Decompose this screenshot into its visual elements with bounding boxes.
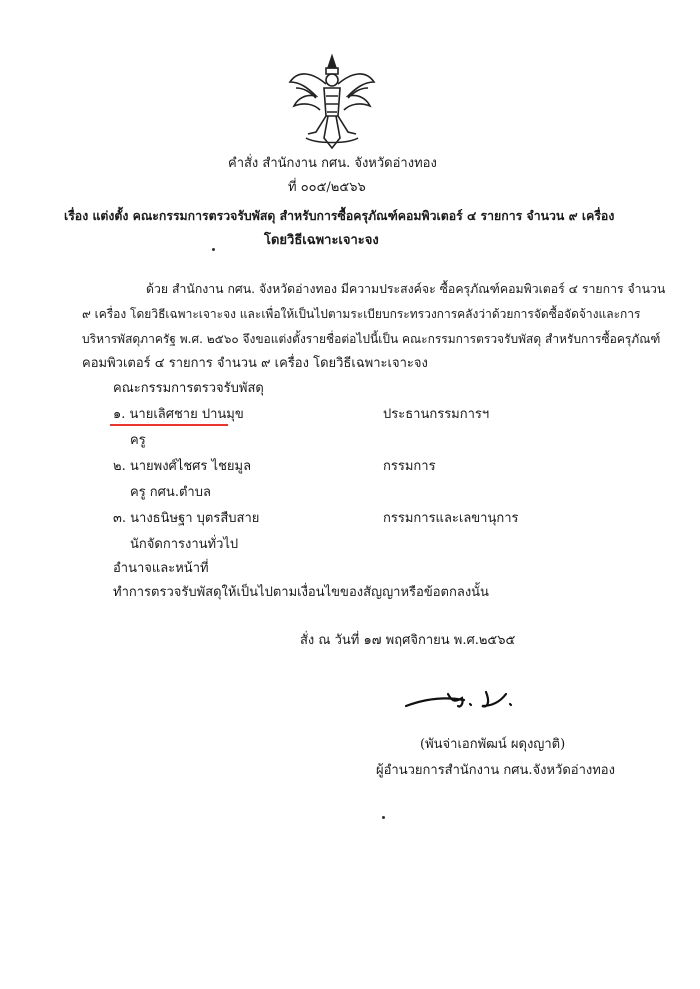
subject-line-2: โดยวิธีเฉพาะเจาะจง	[264, 233, 379, 248]
duties-heading: อำนาจและหน้าที่	[113, 561, 209, 576]
signer-name: (พันจ่าเอกพัฒน์ ผดุงญาติ)	[420, 737, 566, 752]
member-2-role: กรรมการ	[383, 459, 436, 474]
subject-line-1: เรื่อง แต่งตั้ง คณะกรรมการตรวจรับพัสดุ สำหรับการซื้อครุภัณฑ์คอมพิวเตอร์ ๔ รายการ จำนวน ๙ เครื่อง	[64, 208, 615, 223]
paragraph-line-4: คอมพิวเตอร์ ๔ รายการ จำนวน ๙ เครื่อง โดยวิธีเฉพาะเจาะจง	[82, 356, 428, 371]
member-3-position: นักจัดการงานทั่วไป	[130, 537, 239, 552]
ink-speck	[212, 248, 215, 251]
member-3-role: กรรมการและเลขานุการ	[383, 511, 519, 526]
member-3-name: ๓. นางธนิษฐา บุตรสืบสาย	[113, 511, 260, 526]
ink-speck	[382, 816, 385, 819]
member-1-name: ๑. นายเลิศชาย ปานมุข	[113, 407, 244, 422]
paragraph-line-1: ด้วย สำนักงาน กศน. จังหวัดอ่างทอง มีความประสงค์จะ ซื้อครุภัณฑ์คอมพิวเตอร์ ๔ รายการ จำนวน	[146, 282, 666, 296]
member-1-role: ประธานกรรมการฯ	[383, 407, 490, 422]
signer-title: ผู้อำนวยการสำนักงาน กศน.จังหวัดอ่างทอง	[376, 763, 615, 778]
committee-heading: คณะกรรมการตรวจรับพัสดุ	[113, 381, 264, 396]
handwritten-signature-icon	[402, 680, 522, 720]
paragraph-line-2: ๙ เครื่อง โดยวิธีเฉพาะเจาะจง และเพื่อให้เป็นไปตามระเบียบกระทรวงการคลังว่าด้วยการจัดซื้อจัดจ้างและการ	[82, 307, 641, 321]
duties-text: ทำการตรวจรับพัสดุให้เป็นไปตามเงื่อนไขของสัญญาหรือข้อตกลงนั้น	[113, 585, 489, 600]
order-title: คำสั่ง สำนักงาน กศน. จังหวัดอ่างทอง	[228, 156, 437, 171]
garuda-emblem-icon	[286, 52, 378, 152]
paragraph-line-3: บริหารพัสดุภาครัฐ พ.ศ. ๒๕๖๐ จึงขอแต่งตั้งรายชื่อต่อไปนี้เป็น คณะกรรมการตรวจรับพัสดุ สำหรับการซื้อครุภัณฑ์	[82, 332, 661, 346]
order-date: สั่ง ณ วันที่ ๑๗ พฤศจิกายน พ.ศ.๒๕๖๕	[300, 633, 516, 648]
order-number: ที่ ๐๐๕/๒๕๖๖	[288, 180, 366, 195]
member-2-position: ครู กศน.ตำบล	[130, 485, 211, 500]
member-2-name: ๒. นายพงศ์ไชศร ไชยมูล	[113, 459, 252, 474]
member-1-position: ครู	[130, 433, 146, 448]
highlight-underline	[110, 424, 228, 426]
